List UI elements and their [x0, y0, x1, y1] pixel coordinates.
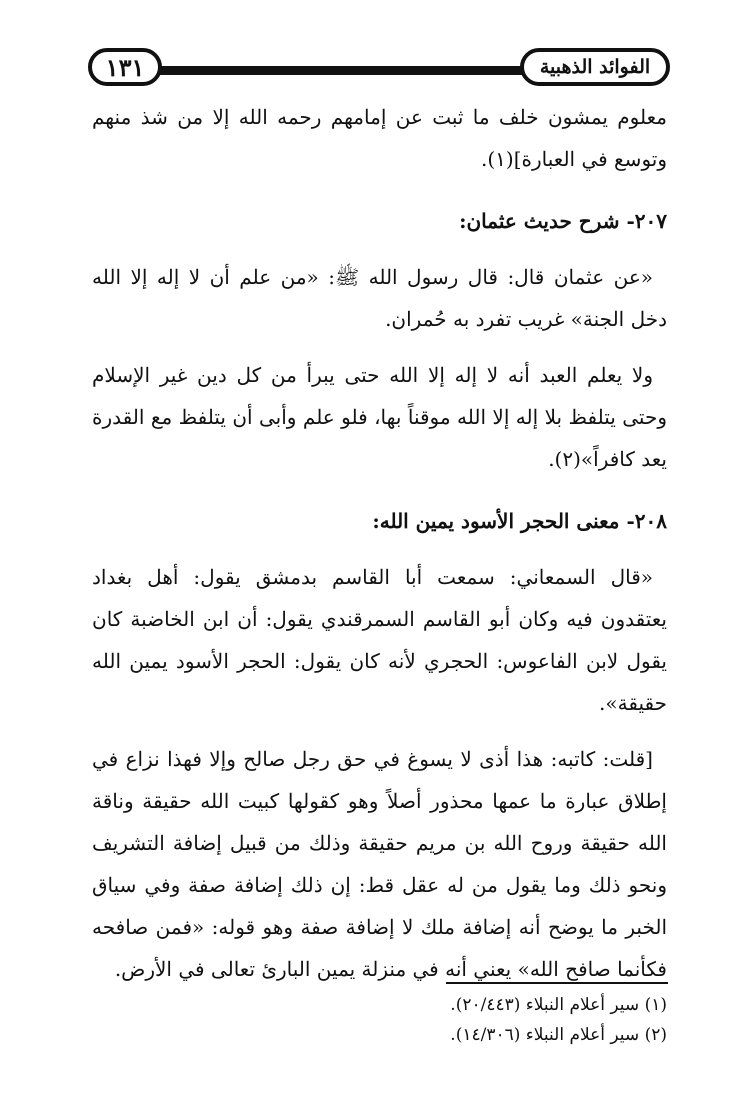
footnotes	[92, 990, 667, 1050]
paragraph-author-note: [قلت: كاتبه: هذا أذى لا يسوغ في حق رجل صالح وإلا فهذا نزاع في إطلاق عبارة ما عمها محذور أصلاً وهو كقولها كبيت الله حقيقة وناقة الله حقيقة وروح الله بن مريم حقيقة وذلك من قبيل إضافة التشريف ونحو ذلك وما يقول من له عقل قط: إن ذلك إضافة صفة وفي سياق الخبر ما يوضح أنه إضافة ملك لا إضافة صفة وهو قوله: «فمن صافحه فكأنما صافح الله» يعني أنه في منزلة يمين البارئ تعالى في الأرض.	[92, 747, 667, 981]
footnote-1: (١) سير أعلام النبلاء (٢٠/٤٤٣).	[450, 995, 667, 1015]
paragraph-commentary: ولا يعلم العبد أنه لا إله إلا الله حتى يبرأ من كل دين غير الإسلام وحتى يتلفظ بلا إله إلا الله موقناً بها، فلو علم وأبى أن يتلفظ مع القدرة يعد كافراً»(٢).	[92, 363, 667, 471]
section-heading-207: ٢٠٧- شرح حديث عثمان:	[459, 209, 667, 233]
paragraph-continuation: معلوم يمشون خلف ما ثبت عن إمامهم رحمه الله إلا من شذ منهم وتوسع في العبارة](١).	[92, 105, 667, 171]
paragraph-samani: «قال السمعاني: سمعت أبا القاسم بدمشق يقول: أهل بغداد يعتقدون فيه وكان أبو القاسم السمرقندي يقول: أن ابن الخاضبة كان يقول لابن الفاعوس: الحجري لأنه كان يقول: الحجر الأسود يمين الله حقيقة».	[92, 565, 667, 715]
book-title: الفوائد الذهبية	[520, 48, 670, 86]
page-body	[92, 96, 667, 990]
paragraph-hadith-uthman: «عن عثمان قال: قال رسول الله ﷺ: «من علم أن لا إله إلا الله دخل الجنة» غريب تفرد به حُمران.	[92, 265, 667, 331]
page-number: ١٣١	[88, 48, 162, 86]
footnote-2: (٢) سير أعلام النبلاء (١٤/٣٠٦).	[450, 1025, 667, 1045]
page-header	[88, 48, 670, 96]
section-heading-208: ٢٠٨- معنى الحجر الأسود يمين الله:	[372, 509, 667, 533]
footnote-divider	[446, 982, 668, 984]
